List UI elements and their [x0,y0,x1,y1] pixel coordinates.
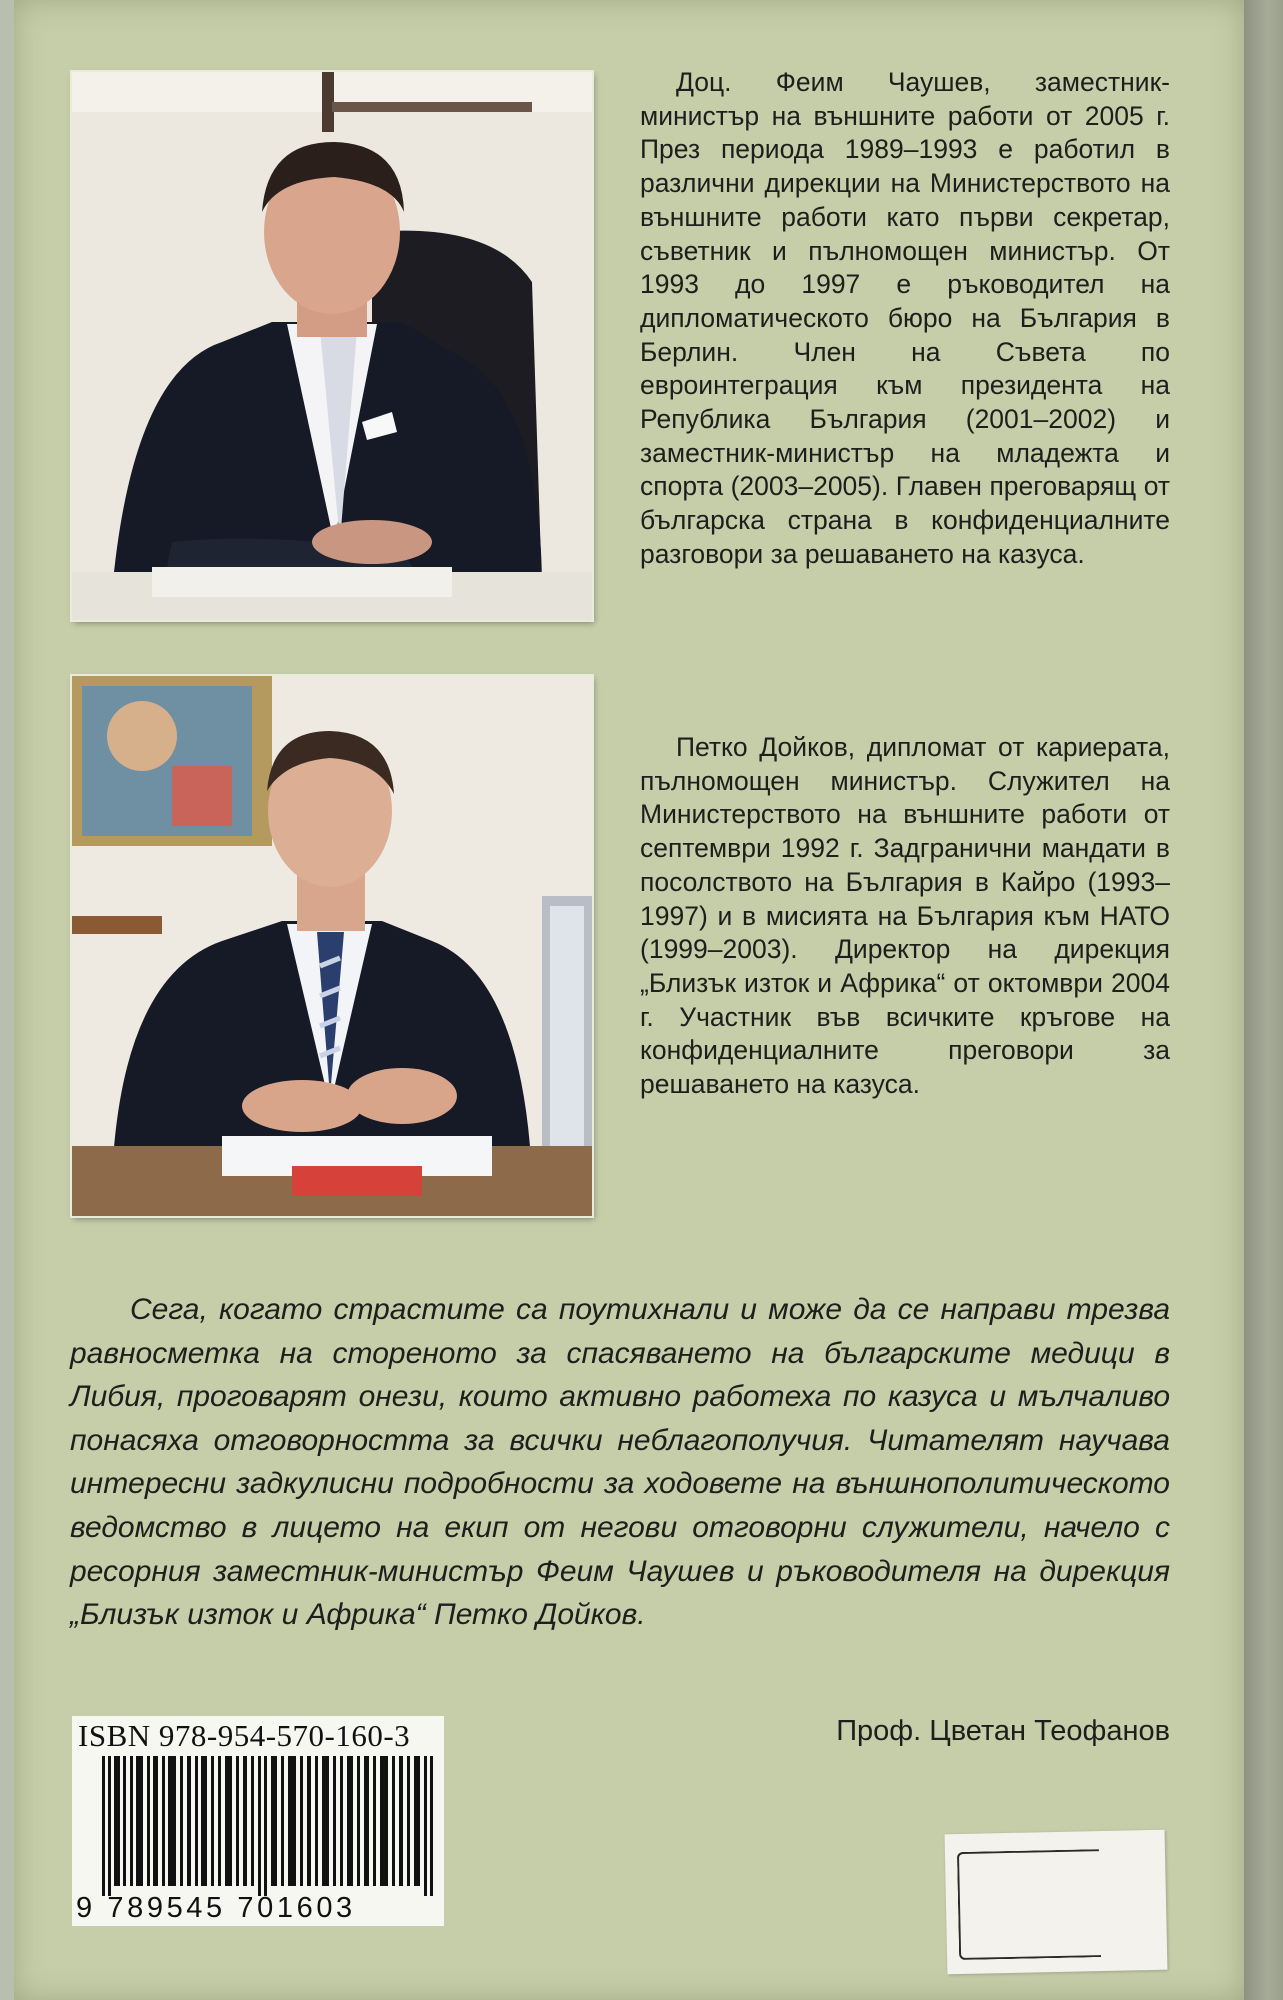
portrait-photo-chaushev [72,72,592,620]
portrait-photo-doykov [72,676,592,1216]
isbn-label: ISBN 978-954-570-160-3 [78,1718,411,1753]
sticker-frame [957,1849,1101,1960]
price-sticker [945,1830,1168,1975]
bio-chaushev: Доц. Феим Чаушев, заместник-министър на външните работи от 2005 г. През периода 1989–1993 е работил в различни дирекции на Министерството на външните работи като първи секретар, съветник и пълномощен министър. От 1993 до 1997 е ръководител на дипломатическото бюро на България в Берлин. Член на Съвета по евроинтеграция към президента на Република България (2001–2002) и заместник-министър на младежта и спорта (2003–2005). Главен преговарящ от българска страна в конфиденциалните разговори за решаването на казуса. [640,67,1170,569]
blurb-author: Проф. Цветан Теофанов [836,1715,1170,1747]
back-cover-blurb: Сега, когато страстите са поутихнали и може да се направи трезва равносметка на стореното за спасяването на българските медици в Либия, проговарят онези, които активно работеха по казуса и мълчаливо понасяха отговорността за всички неблагополучия. Читателят научава интересни задкулисни подробности за ходовете на външнополитическото ведомство в лицето на екип от негови отговорни служители, начело с ресорния заместник-министър Феим Чаушев и ръководителя на дирекция „Близък изток и Африка“ Петко Дойков. [70,1293,1170,1632]
barcode-digits: 9 789545 701603 [76,1892,356,1924]
barcode-bars [102,1756,438,1896]
isbn-barcode [72,1716,444,1926]
bio-doykov: Петко Дойков, дипломат от кариерата, пълномощен министър. Служител на Министерството на външните работи от септември 1992 г. Задгранични мандати в посолството на България в Кайро (1993–1997) и в мисията на България към НАТО (1999–2003). Директор на дирекция „Близък изток и Африка“ от октомври 2004 г. Участник във всичките кръгове на конфиденциалните преговори за решаването на казуса. [640,732,1170,1100]
cover-edge [1244,0,1283,2000]
